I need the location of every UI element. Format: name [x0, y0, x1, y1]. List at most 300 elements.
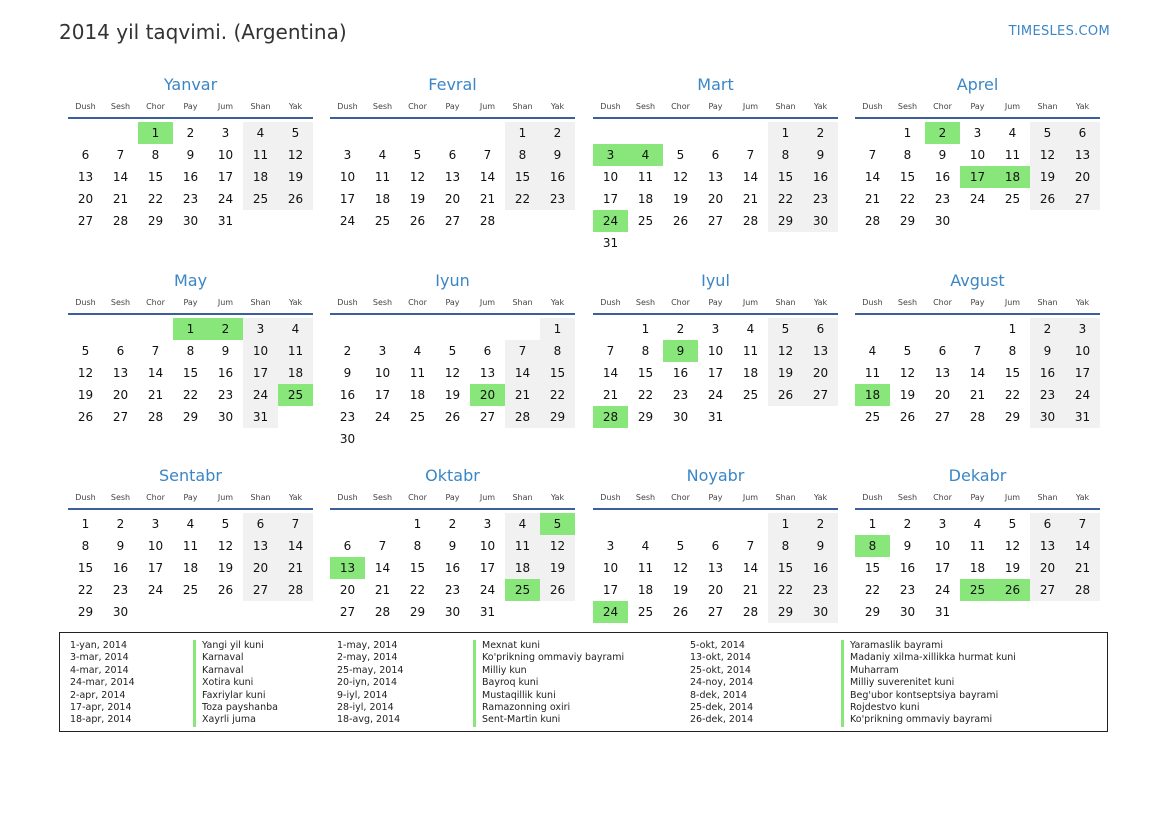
weekday-header	[593, 293, 838, 311]
day-cell: 10	[602, 561, 619, 575]
holiday-date: 17-apr, 2014	[70, 701, 132, 713]
day-cell: 18	[995, 166, 1030, 188]
day-cell: 13	[112, 366, 129, 380]
day-cell: 25	[182, 583, 199, 597]
month-name: Sentabr	[159, 466, 222, 485]
weekday-header	[330, 293, 575, 311]
holiday-date: 5-okt, 2014	[690, 640, 745, 651]
day-cell: 2	[803, 513, 838, 535]
day-cell: 30	[803, 601, 838, 623]
day-cell: 23	[803, 188, 838, 210]
week-row	[68, 188, 313, 210]
day-cell: 6	[483, 344, 492, 358]
day-cell: 7	[746, 539, 755, 553]
day-cell: 26	[672, 605, 689, 619]
day-cell: 20	[77, 192, 94, 206]
day-cell: 25	[374, 214, 391, 228]
week-row	[593, 318, 838, 340]
day-cell: 4	[868, 344, 877, 358]
week-row	[593, 188, 838, 210]
month-name: Dekabr	[948, 466, 1007, 485]
day-cell: 9	[903, 539, 912, 553]
day-cell: 16	[217, 366, 234, 380]
month-name: May	[173, 271, 208, 290]
day-cell: 19	[1004, 561, 1021, 575]
empty-day-cell	[960, 318, 995, 340]
holiday-dates-column	[690, 640, 753, 727]
day-cell: 8	[855, 535, 890, 557]
day-cell: 12	[409, 170, 426, 184]
day-cell: 15	[899, 170, 916, 184]
holiday-list	[59, 632, 1108, 732]
day-cell: 3	[711, 322, 720, 336]
day-cell: 18	[637, 192, 654, 206]
empty-day-cell	[138, 318, 173, 340]
day-cell: 25	[409, 410, 426, 424]
empty-day-cell	[103, 318, 138, 340]
month-divider	[593, 508, 838, 510]
weekday-label: Pay	[970, 297, 985, 307]
day-cell: 3	[1065, 318, 1100, 340]
day-cell: 1	[903, 126, 912, 140]
day-cell: 27	[112, 410, 129, 424]
day-cell: 25	[637, 605, 654, 619]
weekday-label: Shan	[1037, 101, 1058, 111]
day-cell: 22	[77, 583, 94, 597]
day-cell: 3	[378, 344, 387, 358]
weekday-label: Pay	[183, 492, 198, 502]
day-cell: 16	[672, 366, 689, 380]
day-cell: 17	[707, 366, 724, 380]
week-row	[330, 318, 575, 340]
day-cell: 19	[278, 166, 313, 188]
day-cell: 21	[742, 192, 759, 206]
day-cell: 10	[479, 539, 496, 553]
day-cell: 10	[934, 539, 951, 553]
weekday-label: Dush	[337, 492, 358, 502]
weekday-label: Chor	[933, 101, 952, 111]
day-cell: 5	[81, 344, 90, 358]
day-cell: 10	[147, 539, 164, 553]
holiday-name: Toza payshanba	[202, 701, 278, 713]
weekday-label: Yak	[1075, 492, 1090, 502]
day-cell: 20	[707, 583, 724, 597]
empty-day-cell	[628, 122, 663, 144]
day-cell: 18	[855, 384, 890, 406]
weekday-label: Shan	[1037, 297, 1058, 307]
weekday-label: Sesh	[897, 101, 918, 111]
empty-day-cell	[330, 318, 365, 340]
weekday-label: Yak	[288, 492, 303, 502]
weekday-label: Dush	[75, 492, 96, 502]
day-cell: 29	[864, 605, 881, 619]
day-cell: 11	[637, 170, 654, 184]
holiday-name: Ramazonning oxiri	[482, 701, 571, 713]
weekday-label: Sesh	[372, 492, 393, 502]
weekday-label: Sesh	[110, 492, 131, 502]
day-cell: 13	[1030, 535, 1065, 557]
day-cell: 12	[768, 340, 803, 362]
day-cell: 6	[243, 513, 278, 535]
day-cell: 6	[711, 148, 720, 162]
week-row	[855, 144, 1100, 166]
day-cell: 2	[186, 126, 195, 140]
empty-day-cell	[593, 513, 628, 535]
week-row	[593, 144, 838, 166]
week-row	[330, 188, 575, 210]
weekday-label: Pay	[445, 297, 460, 307]
day-cell: 26	[77, 410, 94, 424]
weekday-label: Jum	[217, 297, 234, 307]
week-row	[855, 340, 1100, 362]
day-cell: 26	[409, 214, 426, 228]
weekday-label: Pay	[445, 492, 460, 502]
holiday-date: 4-mar, 2014	[70, 664, 129, 676]
day-cell: 9	[663, 340, 698, 362]
site-link[interactable]: TIMESLES.COM	[1008, 24, 1110, 39]
week-row	[855, 384, 1100, 406]
day-cell: 15	[182, 366, 199, 380]
empty-day-cell	[243, 210, 278, 232]
day-cell: 25	[505, 579, 540, 601]
day-cell: 9	[1030, 340, 1065, 362]
holiday-date: 18-apr, 2014	[70, 714, 132, 726]
empty-day-cell	[733, 513, 768, 535]
day-cell: 21	[602, 388, 619, 402]
day-cell: 13	[934, 366, 951, 380]
day-cell: 12	[899, 366, 916, 380]
week-row	[330, 601, 575, 623]
day-cell: 22	[182, 388, 199, 402]
weekday-label: Shan	[250, 297, 271, 307]
empty-day-cell	[540, 428, 575, 450]
day-cell: 29	[637, 410, 654, 424]
holiday-name: Faxriylar kuni	[202, 689, 266, 701]
day-cell: 20	[1065, 166, 1100, 188]
week-row	[330, 210, 575, 232]
holiday-date: 13-okt, 2014	[690, 652, 751, 664]
weekday-label: Dush	[600, 297, 621, 307]
weekday-label: Shan	[512, 297, 533, 307]
day-cell: 2	[803, 122, 838, 144]
week-row	[855, 188, 1100, 210]
holiday-date: 28-iyl, 2014	[337, 701, 394, 713]
day-cell: 21	[112, 192, 129, 206]
weekday-label: Yak	[813, 492, 828, 502]
day-cell: 14	[374, 561, 391, 575]
day-cell: 20	[934, 388, 951, 402]
empty-day-cell	[1030, 601, 1065, 623]
day-cell: 31	[217, 214, 234, 228]
day-cell: 9	[116, 539, 125, 553]
week-row	[330, 557, 575, 579]
day-cell: 7	[505, 340, 540, 362]
day-cell: 24	[1065, 384, 1100, 406]
day-cell: 22	[540, 384, 575, 406]
day-cell: 16	[339, 388, 356, 402]
day-cell: 22	[637, 388, 654, 402]
day-cell: 10	[339, 170, 356, 184]
day-cell: 24	[479, 583, 496, 597]
empty-day-cell	[803, 406, 838, 428]
weekday-label: Chor	[146, 297, 165, 307]
day-cell: 14	[742, 170, 759, 184]
weekday-label: Jum	[217, 101, 234, 111]
day-cell: 27	[1030, 579, 1065, 601]
day-cell: 4	[505, 513, 540, 535]
empty-day-cell	[68, 318, 103, 340]
week-row	[855, 535, 1100, 557]
weekday-label: Shan	[250, 101, 271, 111]
day-cell: 16	[803, 557, 838, 579]
holiday-name: Mustaqillik kuni	[482, 689, 556, 701]
day-cell: 24	[969, 192, 986, 206]
weekday-label: Yak	[813, 101, 828, 111]
month-mart	[593, 74, 838, 254]
holiday-name: Sent-Martin kuni	[482, 714, 561, 726]
day-cell: 14	[112, 170, 129, 184]
day-cell: 18	[243, 166, 278, 188]
week-row	[68, 535, 313, 557]
day-cell: 25	[960, 579, 995, 601]
weekday-label: Pay	[708, 297, 723, 307]
day-cell: 19	[217, 561, 234, 575]
day-cell: 5	[1008, 517, 1017, 531]
week-row	[855, 579, 1100, 601]
day-cell: 28	[147, 410, 164, 424]
day-cell: 28	[1065, 579, 1100, 601]
holiday-name: Ko'prikning ommaviy bayrami	[850, 714, 993, 726]
day-cell: 7	[278, 513, 313, 535]
week-row	[68, 601, 313, 623]
week-row	[330, 535, 575, 557]
month-name: Oktabr	[425, 466, 480, 485]
holiday-date: 24-noy, 2014	[690, 677, 754, 689]
day-cell: 26	[278, 188, 313, 210]
empty-day-cell	[278, 210, 313, 232]
day-cell: 31	[1065, 406, 1100, 428]
day-cell: 23	[1030, 384, 1065, 406]
day-cell: 23	[899, 583, 916, 597]
day-cell: 5	[278, 122, 313, 144]
day-cell: 5	[768, 318, 803, 340]
weekday-label: Yak	[813, 297, 828, 307]
empty-day-cell	[628, 513, 663, 535]
day-cell: 23	[934, 192, 951, 206]
empty-day-cell	[960, 210, 995, 232]
day-cell: 10	[602, 170, 619, 184]
weekday-label: Dush	[862, 492, 883, 502]
day-cell: 4	[186, 517, 195, 531]
day-cell: 2	[540, 122, 575, 144]
day-cell: 30	[672, 410, 689, 424]
day-cell: 25	[864, 410, 881, 424]
day-cell: 18	[409, 388, 426, 402]
empty-day-cell	[435, 428, 470, 450]
day-cell: 4	[243, 122, 278, 144]
empty-day-cell	[540, 210, 575, 232]
week-row	[330, 428, 575, 450]
week-row	[330, 144, 575, 166]
day-cell: 11	[864, 366, 881, 380]
weekday-label: Sesh	[897, 297, 918, 307]
month-name: Fevral	[428, 75, 477, 94]
weekday-label: Pay	[708, 101, 723, 111]
day-cell: 21	[969, 388, 986, 402]
day-cell: 5	[413, 148, 422, 162]
weekday-label: Chor	[408, 101, 427, 111]
day-cell: 11	[637, 561, 654, 575]
day-cell: 17	[243, 362, 278, 384]
weekday-label: Sesh	[372, 101, 393, 111]
day-cell: 13	[707, 561, 724, 575]
week-row	[68, 362, 313, 384]
day-cell: 6	[938, 344, 947, 358]
holiday-date: 8-dek, 2014	[690, 689, 748, 701]
empty-day-cell	[208, 601, 243, 623]
week-row	[68, 579, 313, 601]
day-cell: 15	[147, 170, 164, 184]
day-cell: 10	[243, 340, 278, 362]
day-cell: 27	[339, 605, 356, 619]
day-cell: 12	[217, 539, 234, 553]
holiday-name: Beg'ubor kontseptsiya bayrami	[850, 689, 999, 701]
week-row	[593, 557, 838, 579]
month-divider	[855, 508, 1100, 510]
day-cell: 6	[1065, 122, 1100, 144]
week-row	[855, 513, 1100, 535]
weekday-label: Dush	[862, 297, 883, 307]
empty-day-cell	[400, 318, 435, 340]
day-cell: 17	[339, 192, 356, 206]
month-sentabr	[68, 465, 313, 623]
day-cell: 20	[707, 192, 724, 206]
holiday-name: Mexnat kuni	[482, 640, 540, 651]
holiday-name: Yaramaslik bayrami	[850, 640, 943, 651]
empty-day-cell	[435, 318, 470, 340]
day-cell: 4	[413, 344, 422, 358]
day-cell: 15	[505, 166, 540, 188]
day-cell: 30	[444, 605, 461, 619]
day-cell: 28	[593, 406, 628, 428]
month-divider	[593, 313, 838, 315]
day-cell: 29	[768, 210, 803, 232]
week-row	[68, 406, 313, 428]
day-cell: 16	[540, 166, 575, 188]
week-row	[68, 144, 313, 166]
day-cell: 12	[1004, 539, 1021, 553]
holiday-date: 2-may, 2014	[337, 652, 398, 664]
day-cell: 16	[899, 561, 916, 575]
holiday-date: 18-avg, 2014	[337, 714, 401, 726]
day-cell: 25	[1004, 192, 1021, 206]
day-cell: 1	[138, 122, 173, 144]
day-cell: 28	[112, 214, 129, 228]
day-cell: 29	[540, 406, 575, 428]
day-cell: 4	[628, 144, 663, 166]
day-cell: 12	[672, 170, 689, 184]
empty-day-cell	[995, 601, 1030, 623]
day-cell: 2	[208, 318, 243, 340]
day-cell: 25	[278, 384, 313, 406]
week-row	[855, 318, 1100, 340]
week-row	[593, 232, 838, 254]
day-cell: 24	[593, 210, 628, 232]
weekday-header	[68, 293, 313, 311]
day-cell: 23	[182, 192, 199, 206]
empty-day-cell	[365, 428, 400, 450]
day-cell: 19	[540, 557, 575, 579]
holiday-names-column	[473, 640, 624, 727]
week-row	[593, 579, 838, 601]
day-cell: 19	[444, 388, 461, 402]
weekday-label: Jum	[742, 101, 759, 111]
weekday-label: Chor	[408, 492, 427, 502]
day-cell: 7	[868, 148, 877, 162]
empty-day-cell	[628, 232, 663, 254]
day-cell: 15	[637, 366, 654, 380]
week-row	[68, 122, 313, 144]
empty-day-cell	[733, 122, 768, 144]
weekday-label: Dush	[337, 101, 358, 111]
day-cell: 17	[479, 561, 496, 575]
empty-day-cell	[698, 232, 733, 254]
day-cell: 27	[934, 410, 951, 424]
day-cell: 7	[1065, 513, 1100, 535]
day-cell: 4	[1008, 126, 1017, 140]
month-divider	[68, 117, 313, 119]
weekday-label: Yak	[288, 297, 303, 307]
day-cell: 14	[864, 170, 881, 184]
day-cell: 18	[742, 366, 759, 380]
day-cell: 2	[903, 517, 912, 531]
week-row	[593, 513, 838, 535]
week-row	[855, 166, 1100, 188]
week-row	[68, 557, 313, 579]
weekday-label: Jum	[742, 492, 759, 502]
day-cell: 8	[768, 535, 803, 557]
weekday-label: Jum	[742, 297, 759, 307]
holiday-name: Xotira kuni	[202, 677, 254, 689]
empty-day-cell	[330, 122, 365, 144]
day-cell: 5	[676, 148, 685, 162]
empty-day-cell	[505, 428, 540, 450]
empty-day-cell	[173, 601, 208, 623]
week-row	[593, 384, 838, 406]
day-cell: 5	[676, 539, 685, 553]
weekday-label: Dush	[862, 101, 883, 111]
month-divider	[68, 313, 313, 315]
week-row	[330, 406, 575, 428]
day-cell: 9	[186, 148, 195, 162]
weekday-label: Shan	[775, 101, 796, 111]
month-name: Mart	[697, 75, 734, 94]
day-cell: 8	[540, 340, 575, 362]
day-cell: 24	[934, 583, 951, 597]
empty-day-cell	[995, 210, 1030, 232]
weekday-label: Jum	[479, 492, 496, 502]
day-cell: 23	[339, 410, 356, 424]
empty-day-cell	[330, 513, 365, 535]
day-cell: 5	[448, 344, 457, 358]
day-cell: 10	[374, 366, 391, 380]
holiday-date: 9-iyl, 2014	[337, 689, 388, 701]
week-row	[68, 210, 313, 232]
day-cell: 9	[221, 344, 230, 358]
day-cell: 19	[77, 388, 94, 402]
calendar-grid	[68, 74, 1102, 630]
day-cell: 17	[147, 561, 164, 575]
